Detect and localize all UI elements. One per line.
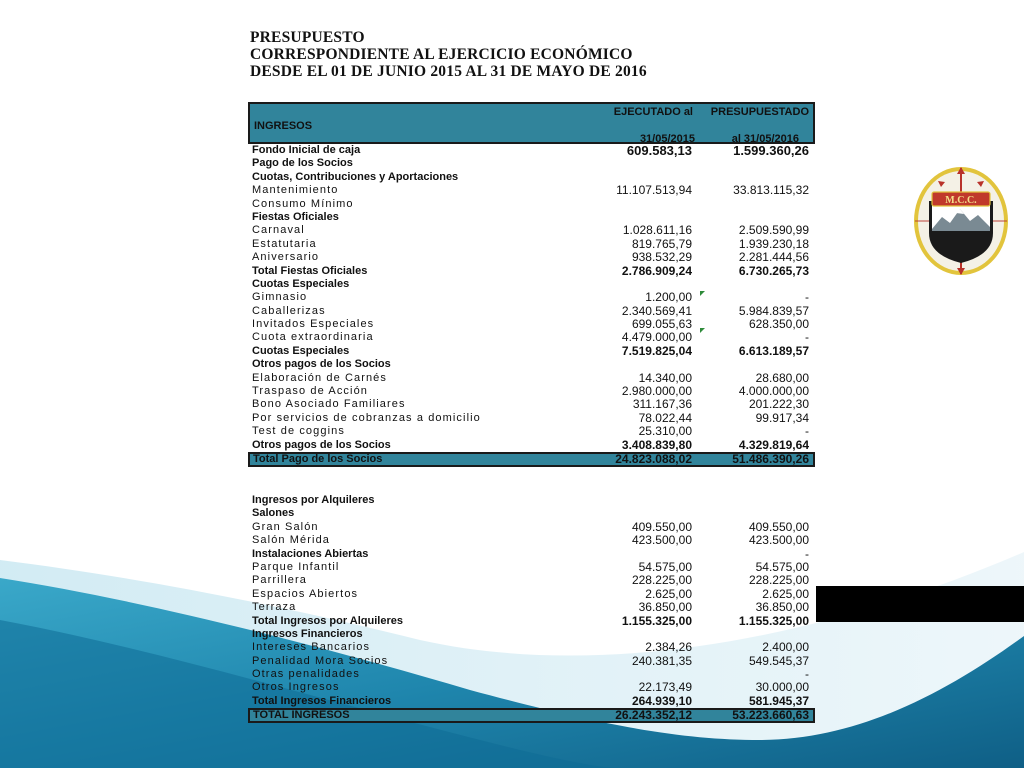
- table-row: Aniversario 938.532,29 2.281.444,56: [252, 250, 809, 265]
- table-row: Cuotas, Contribuciones y Aportaciones: [252, 170, 459, 183]
- table-header: [248, 102, 815, 144]
- table-row: Otros pagos de los Socios 3.408.839,80 4.329.819,64: [252, 437, 809, 452]
- table-row: Salón Mérida 423.500,00 423.500,00: [252, 533, 809, 548]
- header-col1-bottom: 31/05/2015: [639, 133, 695, 145]
- table-row: Fiestas Oficiales: [252, 210, 339, 223]
- title-line-3: DESDE EL 01 DE JUNIO 2015 AL 31 DE MAYO DE 2016: [250, 63, 647, 80]
- table-row: Otros Ingresos 22.173,49 30.000,00: [252, 680, 809, 695]
- budget-table: [248, 102, 815, 723]
- table-row: Intereses Bancarios 2.384,26 2.400,00: [252, 640, 809, 655]
- logo-text: M.C.C.: [945, 195, 977, 206]
- table-row: Ingresos Financieros: [252, 627, 363, 640]
- table-row: Cuotas Especiales: [252, 277, 350, 290]
- cell-comment-marker: [700, 328, 705, 333]
- section-gap: [248, 467, 815, 494]
- club-logo: [912, 165, 1010, 277]
- grand-total-row: TOTAL INGRESOS 26.243.352,12 53.223.660,63: [248, 708, 815, 723]
- table-row: Invitados Especiales 699.055,63 628.350,00: [252, 317, 809, 332]
- table-row: Ingresos por Alquileres: [252, 493, 375, 506]
- table-row: Espacios Abiertos 2.625,00 2.625,00: [252, 586, 809, 601]
- table-row: Por servicios de cobranzas a domicilio 78.022,44 99.917,34: [252, 410, 809, 425]
- table-row: Terraza 36.850,00 36.850,00: [252, 600, 809, 615]
- table-row: Instalaciones Abiertas -: [252, 546, 809, 561]
- table-row: Estatutaria 819.765,79 1.939.230,18: [252, 236, 809, 251]
- table-row: Otros pagos de los Socios: [252, 358, 391, 371]
- header-col2-top: PRESUPUESTADO: [710, 106, 809, 118]
- header-col1-top: EJECUTADO al: [613, 106, 693, 118]
- header-label: INGRESOS: [254, 120, 313, 132]
- table-row: Cuotas Especiales 7.519.825,04 6.613.189,57: [252, 343, 809, 358]
- header-col2-bottom: al 31/05/2016: [731, 133, 799, 145]
- table-row: Otras penalidades -: [252, 667, 809, 682]
- table-row: Pago de los Socios: [252, 157, 353, 170]
- table-row: Gimnasio 1.200,00 -: [252, 290, 809, 305]
- title-line-2: CORRESPONDIENTE AL EJERCICIO ECONÓMICO: [250, 46, 633, 63]
- total-row: Total Pago de los Socios 24.823.088,02 51.486.390,26: [248, 452, 815, 467]
- table-row: Traspaso de Acción 2.980.000,00 4.000.000,00: [252, 384, 809, 399]
- table-row: Cuota extraordinaria 4.479.000,00 -: [252, 330, 809, 345]
- table-row: Total Ingresos por Alquileres 1.155.325,00 1.155.325,00: [252, 613, 809, 628]
- table-row: Bono Asociado Familiares 311.167,36 201.222,30: [252, 397, 809, 412]
- table-row: Parrillera 228.225,00 228.225,00: [252, 573, 809, 588]
- table-row: Fondo Inicial de caja 609.583,13 1.599.360,26: [252, 143, 809, 158]
- table-row: Penalidad Mora Socios 240.381,35 549.545,37: [252, 653, 809, 668]
- table-row: Consumo Mínimo: [252, 197, 354, 210]
- table-row: Gran Salón 409.550,00 409.550,00: [252, 519, 809, 534]
- black-band: [816, 586, 1024, 622]
- table-row: Salones: [252, 507, 295, 520]
- table-row: Parque Infantil 54.575,00 54.575,00: [252, 559, 809, 574]
- table-row: Elaboración de Carnés 14.340,00 28.680,00: [252, 370, 809, 385]
- table-row: Caballerizas 2.340.569,41 5.984.839,57: [252, 303, 809, 318]
- table-row: Mantenimiento 11.107.513,94 33.813.115,32: [252, 183, 809, 198]
- table-row: Carnaval 1.028.611,16 2.509.590,99: [252, 223, 809, 238]
- table-row: Test de coggins 25.310,00 -: [252, 424, 809, 439]
- document-title: [250, 29, 647, 80]
- table-row: Total Ingresos Financieros 264.939,10 581.945,37: [252, 693, 809, 708]
- title-line-1: PRESUPUESTO: [250, 29, 365, 46]
- cell-comment-marker: [700, 291, 705, 296]
- table-row: Total Fiestas Oficiales 2.786.909,24 6.730.265,73: [252, 263, 809, 278]
